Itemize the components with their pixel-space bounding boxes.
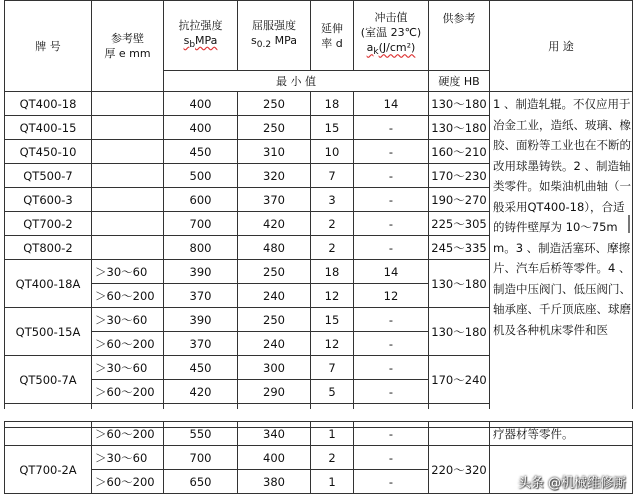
wall-cell [92, 188, 164, 212]
impact-cell: 12 [354, 284, 429, 308]
yield-cell: 240 [238, 284, 311, 308]
table-row-grade [5, 422, 92, 446]
header-hardness: 硬度 HB [429, 71, 490, 92]
elongation-cell: 10 [311, 140, 354, 164]
grade-cell: QT500-7A [5, 356, 92, 404]
impact-cell: 14 [354, 260, 429, 284]
wall-cell: ＞30～60 [92, 446, 164, 470]
tensile-cell: 370 [164, 332, 238, 356]
hardness-cell: 130～180 [429, 308, 490, 356]
elongation-cell: 1 [311, 422, 354, 446]
header-wall-thickness: 参考壁 厚 e mm [92, 1, 164, 92]
page-edge-mark [628, 215, 630, 233]
hardness-cell: 160～210 [429, 140, 490, 164]
elongation-cell: 7 [311, 356, 354, 380]
impact-cell: - [354, 140, 429, 164]
tensile-cell: 450 [164, 356, 238, 380]
header-grade: 牌 号 [5, 1, 92, 92]
wall-cell: ＞60～200 [92, 332, 164, 356]
grade-cell: QT400-18 [5, 92, 92, 116]
elongation-cell: 7 [311, 164, 354, 188]
wall-cell: ＞60～200 [92, 422, 164, 446]
elongation-cell: 2 [311, 446, 354, 470]
tensile-cell: 700 [164, 212, 238, 236]
elongation-cell: 1 [311, 470, 354, 494]
header-usage: 用 途 [490, 1, 633, 92]
elongation-cell: 2 [311, 236, 354, 260]
yield-cell: 250 [238, 92, 311, 116]
hardness-cell: 130～180 [429, 116, 490, 140]
impact-cell: - [354, 332, 429, 356]
yield-cell: 420 [238, 212, 311, 236]
wall-cell [92, 164, 164, 188]
impact-cell: - [354, 446, 429, 470]
yield-cell: 250 [238, 116, 311, 140]
yield-cell: 380 [238, 470, 311, 494]
elongation-cell: 12 [311, 284, 354, 308]
elongation-cell: 12 [311, 332, 354, 356]
tensile-cell: 370 [164, 284, 238, 308]
tensile-cell: 420 [164, 380, 238, 404]
impact-cell: - [354, 212, 429, 236]
tensile-cell: 450 [164, 140, 238, 164]
tensile-cell: 650 [164, 470, 238, 494]
impact-cell: - [354, 188, 429, 212]
tensile-cell: 390 [164, 260, 238, 284]
impact-cell: - [354, 236, 429, 260]
yield-cell: 400 [238, 446, 311, 470]
grade-cell: QT400-18A [5, 260, 92, 308]
yield-cell: 300 [238, 356, 311, 380]
yield-cell: 370 [238, 188, 311, 212]
yield-cell: 310 [238, 140, 311, 164]
tensile-cell: 390 [164, 308, 238, 332]
elongation-cell: 2 [311, 212, 354, 236]
page-gap [0, 409, 634, 421]
wall-cell: ＞30～60 [92, 308, 164, 332]
grade-cell: QT700-2A [5, 446, 92, 494]
tensile-cell: 550 [164, 422, 238, 446]
yield-cell: 320 [238, 164, 311, 188]
tensile-cell: 600 [164, 188, 238, 212]
impact-cell: - [354, 356, 429, 380]
header-tensile-strength: 抗拉强度 $s_bMPa$ [164, 1, 238, 71]
wall-cell: ＞30～60 [92, 260, 164, 284]
elongation-cell: 18 [311, 260, 354, 284]
hardness-cell: 170～230 [429, 164, 490, 188]
yield-cell: 340 [238, 422, 311, 446]
header-min-value: 最 小 值 [164, 71, 429, 92]
wall-cell [92, 116, 164, 140]
hardness-cell: 170～240 [429, 356, 490, 404]
hardness-cell [429, 422, 490, 446]
header-elongation: 延伸 率 d [311, 1, 354, 71]
wall-cell: ＞30～60 [92, 356, 164, 380]
table-row [5, 92, 633, 116]
impact-cell: - [354, 164, 429, 188]
grade-cell: QT500-7 [5, 164, 92, 188]
wall-cell: ＞60～200 [92, 380, 164, 404]
elongation-cell: 18 [311, 92, 354, 116]
wall-cell [92, 92, 164, 116]
wall-cell: ＞60～200 [92, 470, 164, 494]
yield-cell: 250 [238, 260, 311, 284]
tensile-cell: 700 [164, 446, 238, 470]
tensile-cell: 400 [164, 92, 238, 116]
hardness-cell: 245～335 [429, 236, 490, 260]
grade-cell: QT800-2 [5, 236, 92, 260]
yield-cell: 290 [238, 380, 311, 404]
elongation-cell: 15 [311, 116, 354, 140]
yield-cell: 480 [238, 236, 311, 260]
impact-cell: - [354, 116, 429, 140]
header-reference: 供参考 [429, 1, 490, 71]
hardness-cell: 130～180 [429, 92, 490, 116]
hardness-cell: 225～305 [429, 212, 490, 236]
hardness-cell: 190～270 [429, 188, 490, 212]
grade-cell: QT400-15 [5, 116, 92, 140]
grade-cell: QT500-15A [5, 308, 92, 356]
wall-cell [92, 212, 164, 236]
header-impact-value: 冲击值 (室温 23℃) $a_k(J/cm^2)$ [354, 1, 429, 71]
elongation-cell: 15 [311, 308, 354, 332]
wall-cell [92, 140, 164, 164]
header-yield-strength: 屈服强度 $s_{0.2}$ MPa [238, 1, 311, 71]
impact-cell: - [354, 380, 429, 404]
usage-continued: 疗器材等零件。 [490, 422, 633, 446]
tensile-cell: 800 [164, 236, 238, 260]
ductile-iron-properties-table [4, 0, 633, 428]
grade-cell: QT700-2 [5, 212, 92, 236]
tensile-cell: 500 [164, 164, 238, 188]
impact-cell: - [354, 308, 429, 332]
yield-cell: 240 [238, 332, 311, 356]
wall-cell [92, 236, 164, 260]
impact-cell: - [354, 470, 429, 494]
tensile-cell: 400 [164, 116, 238, 140]
elongation-cell: 3 [311, 188, 354, 212]
yield-cell: 250 [238, 308, 311, 332]
impact-cell: 14 [354, 92, 429, 116]
hardness-cell: 220～320 [429, 446, 490, 494]
impact-cell: - [354, 422, 429, 446]
grade-cell: QT600-3 [5, 188, 92, 212]
grade-cell: QT450-10 [5, 140, 92, 164]
wall-cell: ＞60～200 [92, 284, 164, 308]
hardness-cell: 130～180 [429, 260, 490, 308]
watermark: 头条 @机械维修厮 [517, 476, 626, 491]
usage-text: 1 、制造轧辊。不仅应用于冶金工业，造纸、玻璃、橡胶、面粉等工业也在不断的改用球墨铸铁。2 、制造轴类零件。如柴油机曲轴（一般采用QT400-18），合适的铸件壁厚为 10～75mm。3 、制造活塞环、摩擦片、汽车后桥等零件。4 、制造中压阀门、低压阀门、轴承座、千斤顶底座、球磨机及各种机床零件和医 [490, 92, 633, 428]
elongation-cell: 5 [311, 380, 354, 404]
